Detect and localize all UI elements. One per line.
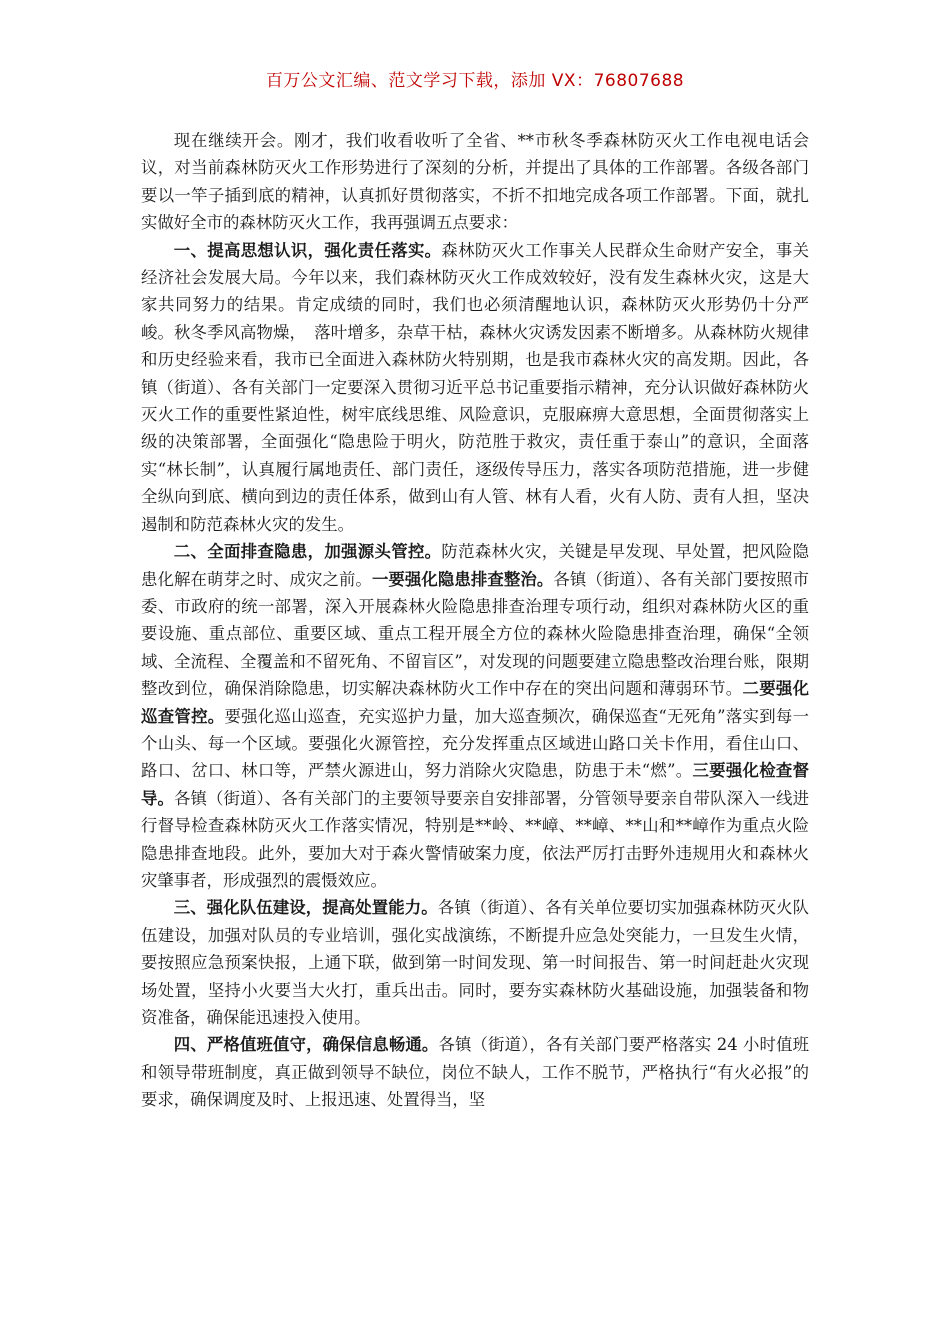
paragraph-section-3 [141,894,809,1031]
paragraph-text: 各镇（街道），各有关部门要严格落实 24 小时值班和领导带班制度，真正做到领导不缺位，岗位不缺人，工作不脱节，严格执行“有火必报”的要求，确保调度及时、上报迅速、处置得当，坚 [141,1035,809,1110]
subsection-heading: 一要强化隐患排查整治。 [371,569,554,589]
paragraph-text: 各镇（街道）、各有关单位要切实加强森林防灭火队伍建设，加强对队员的专业培训，强化实战演练，不断提升应急处突能力，一旦发生火情，要按照应急预案快报，上通下联，做到第一时间发现、第一时间报告、第一时间赶赴火灾现场处置，坚持小火要当大火打，重兵出击。同时，要夯实森林防火基础设施，加强装备和物资准备，确保能迅速投入使用。 [141,898,809,1027]
paragraph-section-1 [141,237,809,538]
section-heading: 三、强化队伍建设，提高处置能力。 [173,898,438,918]
document-body [141,127,809,1114]
paragraph-text: 各镇（街道）、各有关部门要按照市委、市政府的统一部署，深入开展森林火险隐患排查治理专项行动，组织对森林防火区的重要设施、重点部位、重要区域、重点工程开展全方位的森林火险隐患排查治理，确保“全领域、全流程、全覆盖和不留死角、不留盲区”，对发现的问题要建立隐患整改治理台账，限期整改到位，确保消除隐患，切实解决森林防火工作中存在的突出问题和薄弱环节。 [141,569,810,699]
subsection-heading: 二要强化巡查管控。 [141,679,809,726]
watermark-header: 百万公文汇编、范文学习下载，添加 VX：76807688 [265,71,685,91]
paragraph-text: 要强化巡山巡查，充实巡护力量，加大巡查频次，确保巡查“无死角”落实到每一个山头、每一个区域。要强化火源管控，充分发挥重点区域进山路口关卡作用，看住山口、路口、岔口、林口等，严禁火源进山，努力消除火灾隐患，防患于未“燃”。 [141,706,809,781]
section-heading: 二、全面排查隐患，加强源头管控。 [173,542,442,562]
paragraph-intro [141,127,809,237]
paragraph-text: 森林防灭火工作事关人民群众生命财产安全，事关经济社会发展大局。今年以来，我们森林防灭火工作成效较好，没有发生森林火灾，这是大家共同努力的结果。肯定成绩的同时，我们也必须清醒地认识，森林防灭火形势仍十分严峻。秋冬季风高物燥， 落叶增多，杂草干枯，森林火灾诱发因素不断增多。从森林防火规律和历史经验来看，我市已全面进入森林防火特别期，也是我市森林火灾的高发期。因此，各镇（街道）、各有关部门一定要深入贯彻习近平总书记重要指示精神，充分认识做好森林防火灭火工作的重要性紧迫性，树牢底线思维、风险意识，克服麻痹大意思想，全面贯彻落实上级的决策部署，全面强化“隐患险于明火，防范胜于救灾，责任重于泰山”的意识，全面落实“林长制”，认真履行属地责任、部门责任，逐级传导压力，落实各项防范措施，进一步健全纵向到底、横向到边的责任体系，做到山有人管、林有人看，火有人防、责有人担，坚决遏制和防范森林火灾的发生。 [141,240,809,534]
paragraph-section-4 [141,1031,809,1113]
section-heading: 四、严格值班值守，确保信息畅通。 [173,1035,439,1055]
paragraph-text: 现在继续开会。刚才，我们收看收听了全省、**市秋冬季森林防灭火工作电视电话会议，对当前森林防灭火工作形势进行了深刻的分析，并提出了具体的工作部署。各级各部门要以一竿子插到底的精神，认真抓好贯彻落实，不折不扣地完成各项工作部署。下面，就扎实做好全市的森林防灭火工作，我再强调五点要求： [141,131,809,233]
paragraph-text: 各镇（街道）、各有关部门的主要领导要亲自安排部署，分管领导要亲自带队深入一线进行督导检查森林防灭火工作落实情况，特别是**岭、**嶂、**嶂、**山和**嶂作为重点火险隐患排查地段。此外，要加大对于森火警情破案力度，依法严厉打击野外违规用火和森林火灾肇事者，形成强烈的震慑效应。 [141,788,809,890]
subsection-heading: 三要强化检查督导。 [141,761,810,808]
section-heading: 一、提高思想认识，强化责任落实。 [173,240,442,260]
paragraph-text: 防范森林火灾，关键是早发现、早处置，把风险隐患化解在萌芽之时、成灾之前。 [141,542,809,589]
paragraph-section-2 [141,538,809,894]
